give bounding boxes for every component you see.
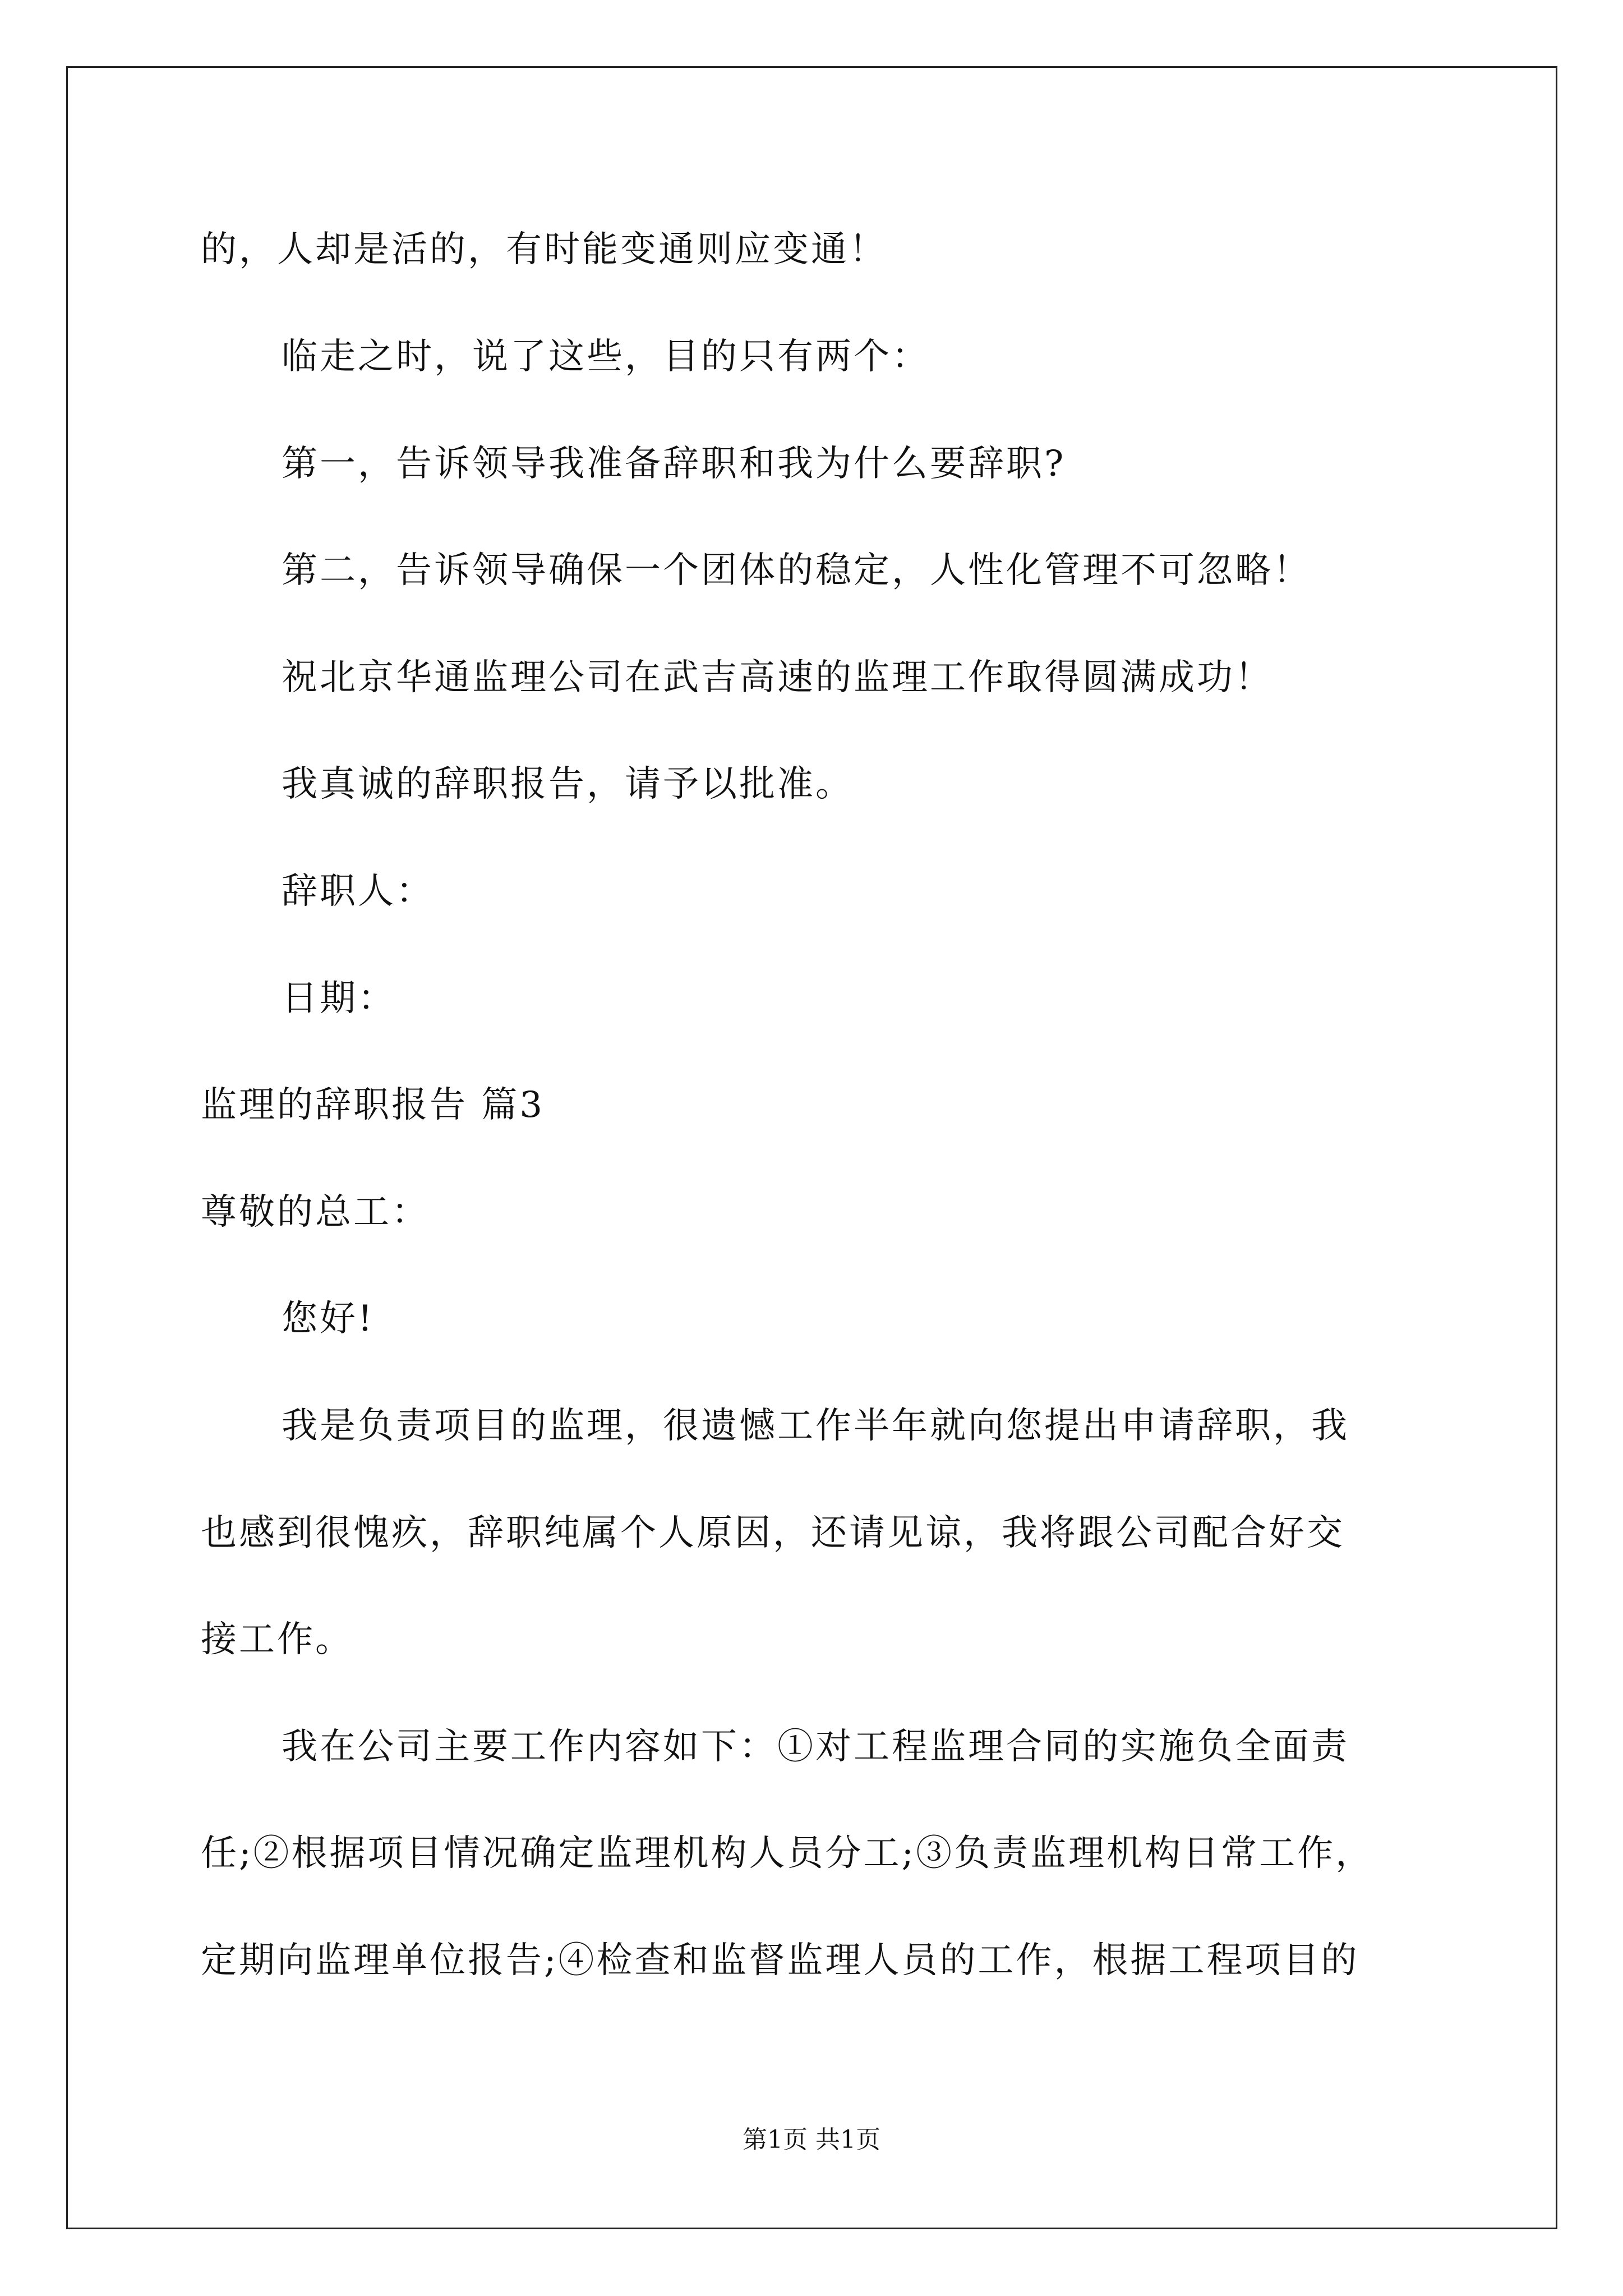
paragraph-line: 接工作。 <box>201 1619 353 1660</box>
paragraph-line: 我在公司主要工作内容如下：①对工程监理合同的实施负全面责 <box>282 1726 1349 1768</box>
paragraph-line: 我真诚的辞职报告，请予以批准。 <box>282 763 854 805</box>
paragraph-line: 我是负责项目的监理，很遗憾工作半年就向您提出申请辞职，我 <box>282 1405 1349 1447</box>
salutation: 尊敬的总工： <box>201 1191 430 1233</box>
page-border <box>66 66 1557 2229</box>
paragraph-line: 任;②根据项目情况确定监理机构人员分工;③负责监理机构日常工作， <box>201 1833 1374 1874</box>
page-number-footer: 第1页 共1页 <box>743 2125 880 2154</box>
paragraph-line: 第二，告诉领导确保一个团体的稳定，人性化管理不可忽略！ <box>282 550 1311 591</box>
section-heading: 监理的辞职报告 篇3 <box>201 1084 545 1126</box>
paragraph-line: 临走之时，说了这些，目的只有两个： <box>282 336 930 378</box>
paragraph-line: 第一，告诉领导我准备辞职和我为什么要辞职? <box>282 443 1066 485</box>
paragraph-line: 的，人却是活的，有时能变通则应变通！ <box>201 229 887 270</box>
paragraph-line: 也感到很愧疚，辞职纯属个人原因，还请见谅，我将跟公司配合好交 <box>201 1512 1345 1554</box>
paragraph-line: 祝北京华通监理公司在武吉高速的监理工作取得圆满成功！ <box>282 657 1273 698</box>
greeting: 您好! <box>282 1298 375 1340</box>
date-label: 日期： <box>282 978 396 1019</box>
paragraph-line: 定期向监理单位报告;④检查和监督监理人员的工作，根据工程项目的 <box>201 1940 1359 1981</box>
signature-label: 辞职人： <box>282 871 434 912</box>
